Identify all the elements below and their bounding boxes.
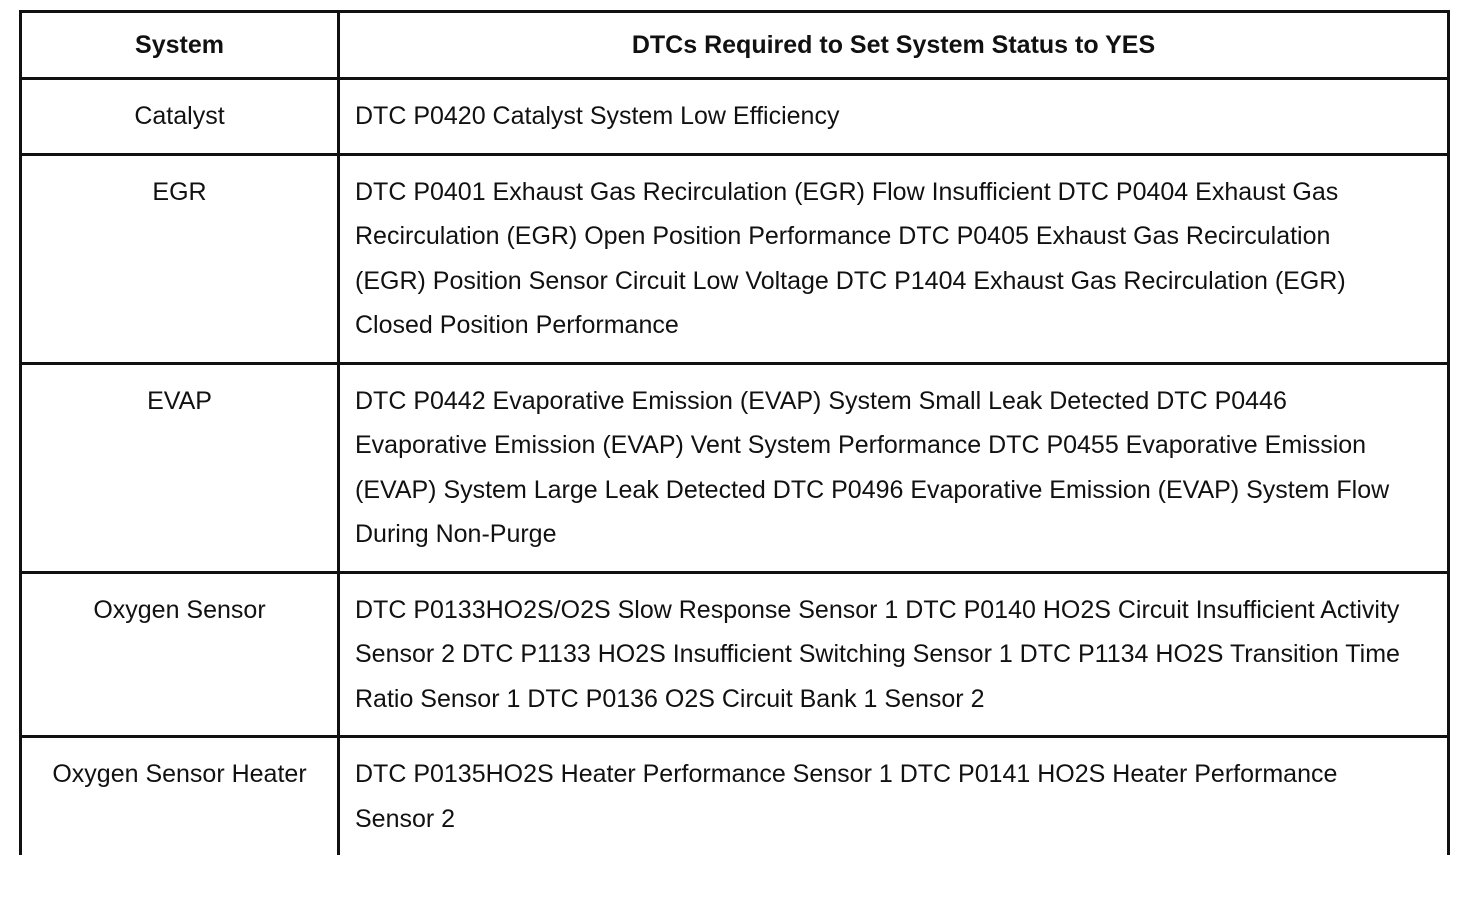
table-header-row	[21, 12, 1449, 79]
system-cell: EVAP	[21, 363, 339, 572]
system-cell: Oxygen Sensor Heater	[21, 737, 339, 856]
dtcs-cell: DTC P0420 Catalyst System Low Efficiency	[339, 79, 1449, 155]
dtcs-cell: DTC P0442 Evaporative Emission (EVAP) System Small Leak Detected DTC P0446 Evaporative Emission (EVAP) Vent System Performance DTC P0455 Evaporative Emission (EVAP) System Large Leak Detected DTC P0496 Evaporative Emission (EVAP) System Flow During Non-Purge	[339, 363, 1449, 572]
dtc-table	[19, 10, 1450, 855]
dtcs-cell: DTC P0133HO2S/O2S Slow Response Sensor 1 DTC P0140 HO2S Circuit Insufficient Activity Sensor 2 DTC P1133 HO2S Insufficient Switching Sensor 1 DTC P1134 HO2S Transition Time Ratio Sensor 1 DTC P0136 O2S Circuit Bank 1 Sensor 2	[339, 572, 1449, 737]
header-system: System	[21, 12, 339, 79]
system-cell: Oxygen Sensor	[21, 572, 339, 737]
table-row-egr	[21, 154, 1449, 363]
dtcs-cell: DTC P0135HO2S Heater Performance Sensor 1 DTC P0141 HO2S Heater Performance Sensor 2	[339, 737, 1449, 856]
table-row-evap	[21, 363, 1449, 572]
table-row-oxygen-sensor-heater	[21, 737, 1449, 856]
system-cell: EGR	[21, 154, 339, 363]
dtcs-cell: DTC P0401 Exhaust Gas Recirculation (EGR) Flow Insufficient DTC P0404 Exhaust Gas Recirculation (EGR) Open Position Performance DTC P0405 Exhaust Gas Recirculation (EGR) Position Sensor Circuit Low Voltage DTC P1404 Exhaust Gas Recirculation (EGR) Closed Position Performance	[339, 154, 1449, 363]
system-cell: Catalyst	[21, 79, 339, 155]
table-row-oxygen-sensor	[21, 572, 1449, 737]
table-row-catalyst	[21, 79, 1449, 155]
header-dtcs: DTCs Required to Set System Status to YES	[339, 12, 1449, 79]
